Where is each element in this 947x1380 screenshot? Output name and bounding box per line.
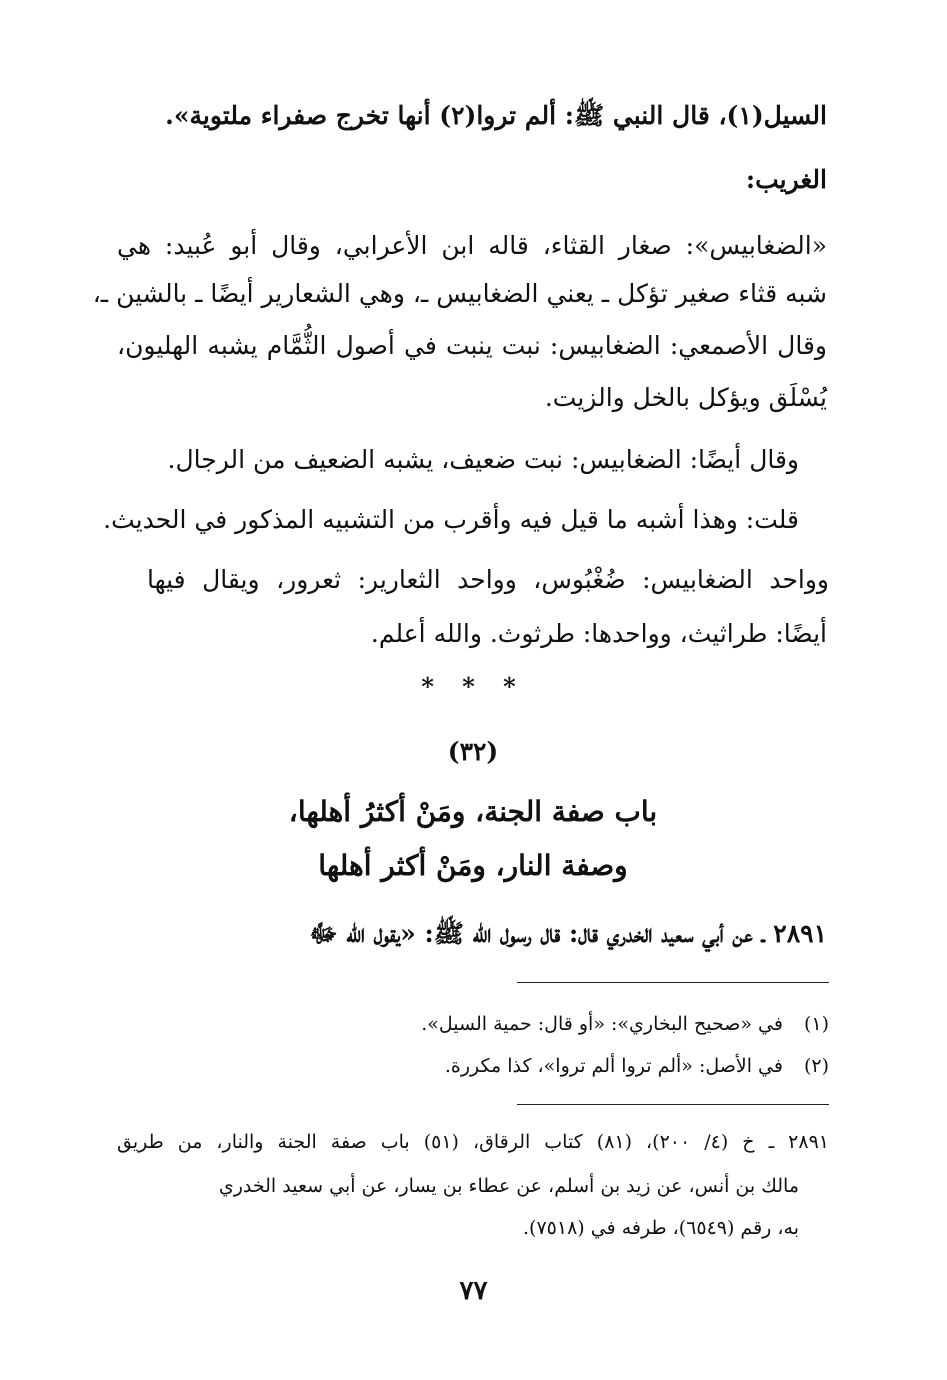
footnote [117, 1008, 829, 1040]
paragraph-line: «الضغابيس»: صغار القثاء، قاله ابن الأعرابي، وقال أبو عُبيد: هي [117, 231, 827, 260]
paragraph-line: يُسْلَق ويؤكل بالخل والزيت. [544, 383, 827, 412]
paragraph-line: أيضًا: طراثيث، وواحدها: طرثوث. والله أعلم. [370, 619, 827, 648]
takhrij-line: مالك بن أنس، عن زيد بن أسلم، عن عطاء بن يسار، عن أبي سعيد الخدري [218, 1175, 799, 1197]
takhrij-line: ٢٨٩١ ـ خ (٤/ ٢٠٠)، (٨١) كتاب الرقاق، (٥١) باب صفة الجنة والنار، من طريق [117, 1131, 829, 1153]
gharib-heading: الغريب: [745, 165, 827, 194]
paragraph-line: وقال الأصمعي: الضغابيس: نبت ينبت في أصول الثُّمَّام يشبه الهليون، [117, 331, 827, 360]
footnote-number: (١) [803, 1013, 829, 1035]
footnote [117, 1050, 829, 1082]
page-number: ٧٧ [459, 1276, 488, 1306]
takhrij-line: به، رقم (٦٥٤٩)، طرفه في (٧٥١٨). [523, 1217, 799, 1239]
section-separator: * * * [421, 672, 526, 701]
footnote-text: في الأصل: «ألم تروا ألم تروا»، كذا مكررة. [444, 1055, 783, 1077]
hadith-opening: ٢٨٩١ ـ عن أبي سعيد الخدري قال: قال رسول الله ﷺ: «يقول الله ﷻ [309, 919, 827, 948]
takhrij-divider [517, 1104, 829, 1105]
footnote-number: (٢) [803, 1055, 829, 1077]
body-line-opening: السيل(١)، قال النبي ﷺ: ألم تروا(٢) أنها تخرج صفراء ملتوية». [165, 101, 827, 130]
paragraph-line: قلت: وهذا أشبه ما قيل فيه وأقرب من التشبيه المذكور في الحديث. [103, 505, 799, 534]
footnote-text: في «صحيح البخاري»: «أو قال: حمية السيل». [421, 1013, 783, 1035]
paragraph-line: وواحد الضغابيس: ضُغْبُوس، وواحد الثعارير: ثعرور، ويقال فيها [147, 565, 829, 594]
chapter-title-line1: باب صفة الجنة، ومَنْ أكثرُ أهلها، [288, 795, 658, 828]
chapter-number: (٣٢) [447, 737, 499, 766]
paragraph-line: وقال أيضًا: الضغابيس: نبت ضعيف، يشبه الضعيف من الرجال. [167, 445, 799, 474]
paragraph-line: شبه قثاء صغير تؤكل ـ يعني الضغابيس ـ، وهي الشعارير أيضًا ـ بالشين ـ، [92, 279, 827, 308]
footnote-divider [517, 982, 829, 983]
chapter-title-line2: وصفة النار، ومَنْ أكثر أهلها [318, 849, 628, 882]
